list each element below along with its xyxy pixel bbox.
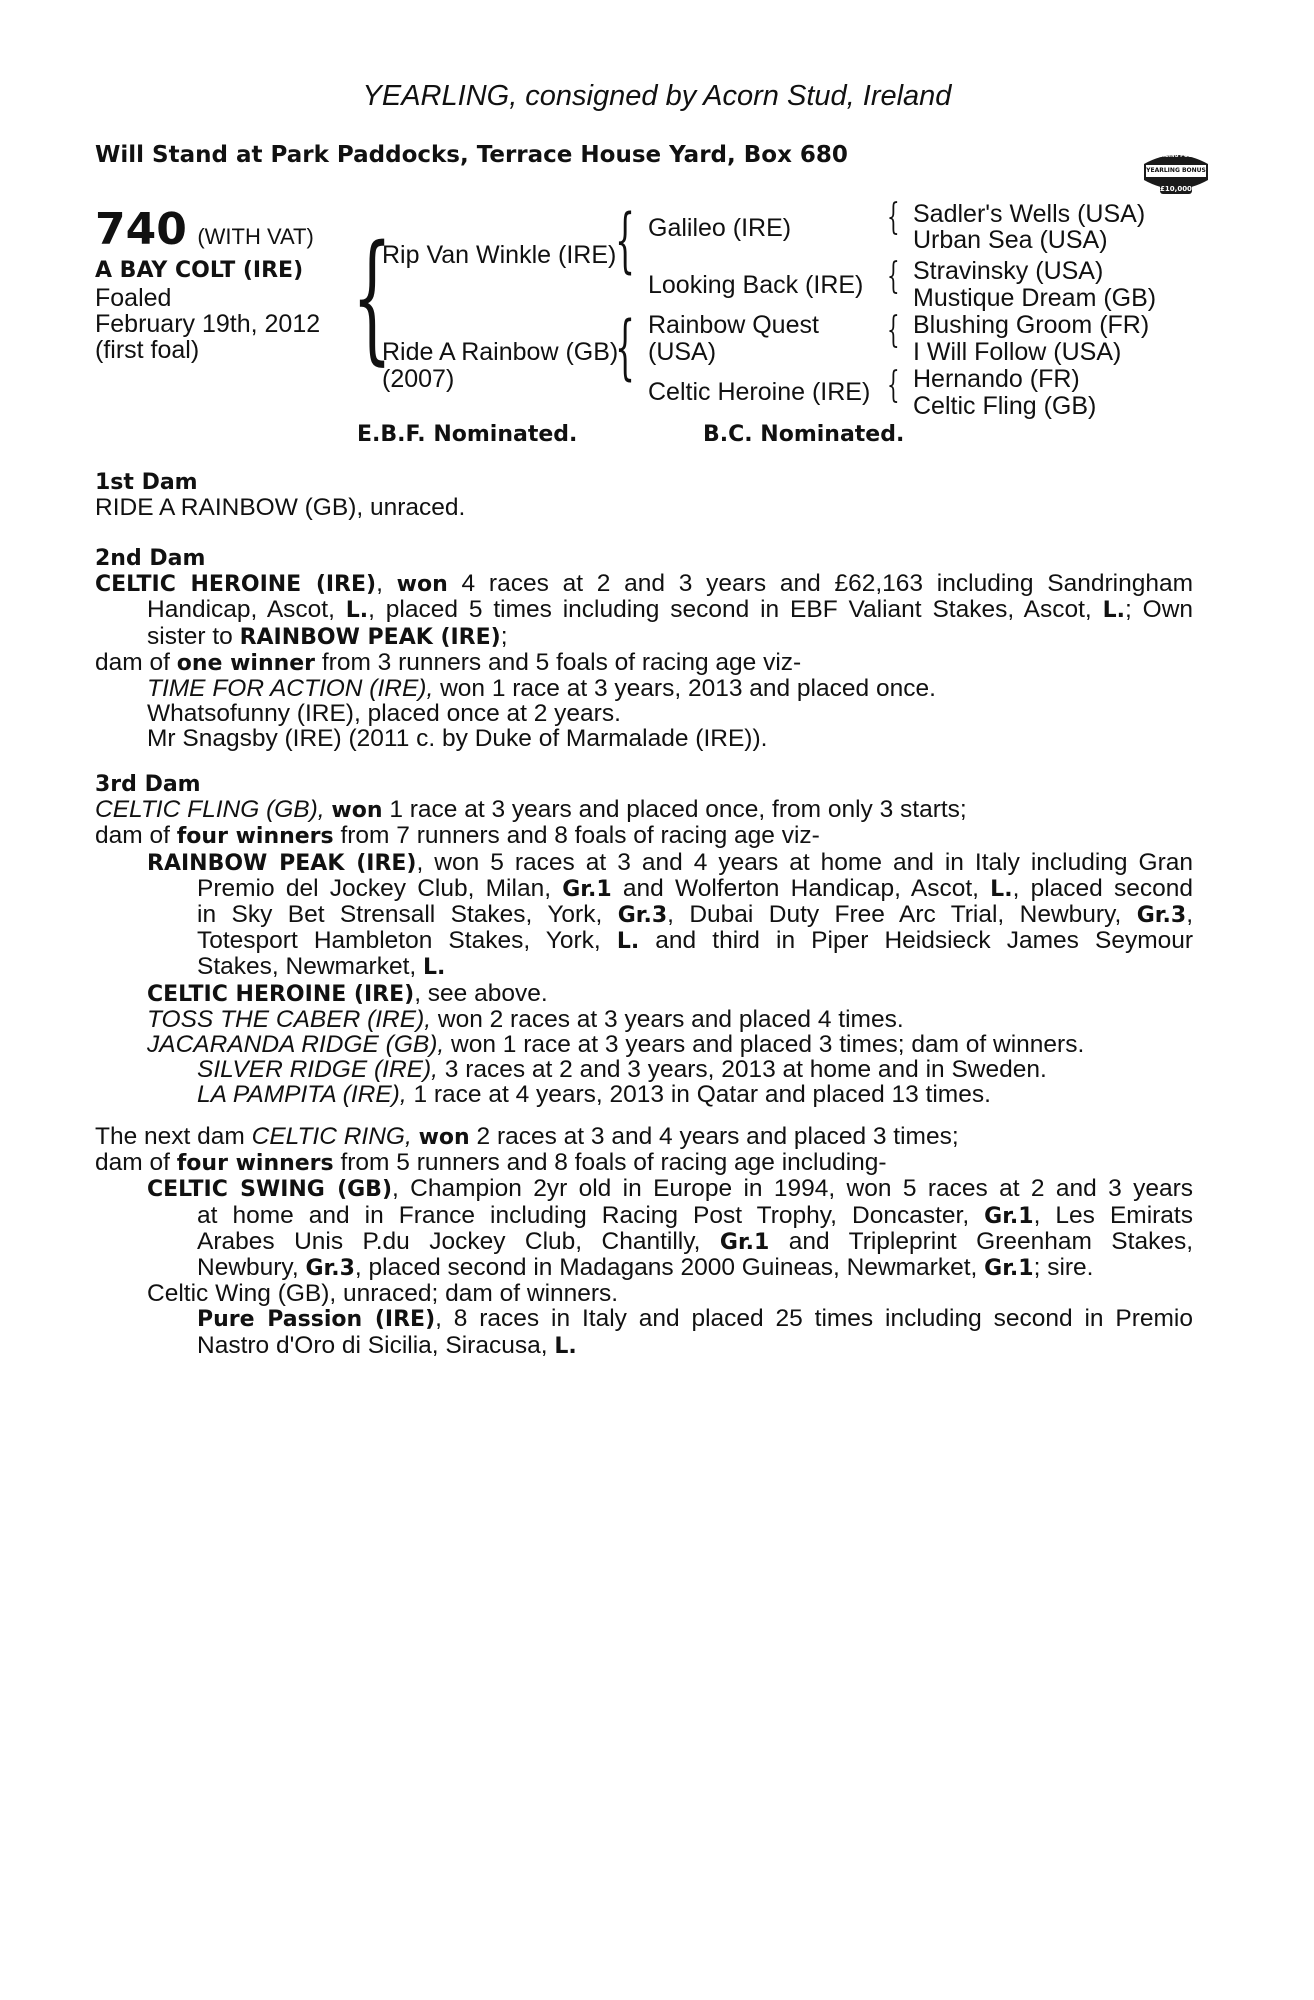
lot-number: 740 (95, 204, 187, 255)
rainbow-peak-line-1: RAINBOW PEAK (IRE), won 5 races at 3 and 4 years at home and in Italy including Gran (147, 848, 1193, 876)
pedigree-brace-main: { (352, 216, 393, 379)
celtic-heroine-line: CELTIC HEROINE (IRE), see above. (147, 979, 548, 1007)
pedigree-sire: Rip Van Winkle (IRE) (382, 241, 617, 269)
second-dam-line-3: sister to RAINBOW PEAK (IRE); (147, 622, 508, 650)
la-pampita-line: LA PAMPITA (IRE), 1 race at 4 years, 2013 in Qatar and placed 13 times. (197, 1081, 991, 1109)
jacaranda-ridge-line: JACARANDA RIDGE (GB), won 1 race at 3 years and placed 3 times; dam of winners. (147, 1031, 1085, 1059)
pedigree-brace-dam: { (615, 306, 636, 388)
pedigree-brace-g4: { (887, 365, 900, 406)
second-dam-line-4: dam of one winner from 3 runners and 5 foals of racing age viz- (95, 648, 802, 676)
pedigree-g-dds: Hernando (FR) (913, 365, 1080, 393)
pedigree-dam-line2: (2007) (382, 365, 455, 393)
third-dam-section (95, 772, 1193, 1108)
pedigree-brace-sire: { (615, 199, 636, 281)
badge-top-text: RACING POST (1156, 153, 1196, 159)
second-dam-heading: 2nd Dam (95, 546, 206, 571)
location-line: Will Stand at Park Paddocks, Terrace House Yard, Box 680 (95, 142, 848, 168)
pedigree-dam-sire-line2: (USA) (648, 338, 717, 366)
pedigree-brace-g1: { (887, 197, 900, 238)
next-dam-section (95, 1124, 1193, 1359)
rainbow-peak-line-2: Premio del Jockey Club, Milan, Gr.1 and Wolferton Handicap, Ascot, L., placed second (197, 874, 1194, 902)
pedigree-g-sss: Sadler's Wells (USA) (913, 200, 1146, 228)
pedigree-dam-line1: Ride A Rainbow (GB) (382, 338, 619, 366)
next-dam-line-2: dam of four winners from 5 runners and 8 foals of racing age including- (95, 1149, 887, 1177)
lot-name: A BAY COLT (IRE) (95, 258, 304, 283)
bc-nominated: B.C. Nominated. (703, 422, 905, 447)
second-dam-line-1: CELTIC HEROINE (IRE), won 4 races at 2 and 3 years and £62,163 including Sandringham (95, 570, 1193, 598)
celtic-wing-line: Celtic Wing (GB), unraced; dam of winners. (147, 1280, 619, 1308)
pedigree-sire-sire: Galileo (IRE) (648, 214, 792, 242)
pedigree-g-sdd: Mustique Dream (GB) (913, 284, 1157, 312)
foaled-date: February 19th, 2012 (95, 310, 321, 338)
second-dam-produce-1: TIME FOR ACTION (IRE), won 1 race at 3 years, 2013 and placed once. (147, 675, 936, 703)
vat-note: (WITH VAT) (197, 224, 314, 249)
pure-passion-line-2: Nastro d'Oro di Sicilia, Siracusa, L. (197, 1331, 577, 1359)
celtic-swing-line-2: at home and in France including Racing Post Trophy, Doncaster, Gr.1, Les Emirats (197, 1201, 1193, 1229)
pedigree-g-sds: Stravinsky (USA) (913, 257, 1104, 285)
celtic-swing-line-3: Arabes Unis P.du Jockey Club, Chantilly, Gr.1 and Tripleprint Greenham Stakes, (197, 1227, 1193, 1255)
third-dam-line-1: CELTIC FLING (GB), won 1 race at 3 years and placed once, from only 3 starts; (95, 796, 967, 824)
pedigree-dam-dam: Celtic Heroine (IRE) (648, 378, 871, 406)
second-dam-section (95, 546, 1193, 752)
first-dam-text: RIDE A RAINBOW (GB), unraced. (95, 494, 466, 522)
next-dam-line-1: The next dam CELTIC RING, won 2 races at 3 and 4 years and placed 3 times; (95, 1123, 959, 1150)
pedigree-brace-g2: { (887, 256, 900, 297)
celtic-swing-line-1: CELTIC SWING (GB), Champion 2yr old in Europe in 1994, won 5 races at 2 and 3 years (147, 1175, 1193, 1203)
first-dam-section (95, 470, 1193, 520)
pedigree-g-ssd: Urban Sea (USA) (913, 226, 1108, 254)
second-dam-line-2: Handicap, Ascot, L., placed 5 times including second in EBF Valiant Stakes, Ascot, L.; Own (147, 596, 1194, 624)
pedigree-g-ddd: Celtic Fling (GB) (913, 392, 1097, 420)
pedigree-g-dss: Blushing Groom (FR) (913, 311, 1150, 339)
rainbow-peak-line-4: Totesport Hambleton Stakes, York, L. and third in Piper Heidsieck James Seymour (197, 927, 1194, 955)
celtic-swing-line-4: Newbury, Gr.3, placed second in Madagans 2000 Guineas, Newmarket, Gr.1; sire. (197, 1254, 1094, 1282)
lot-number-row (95, 204, 314, 255)
rainbow-peak-line-5: Stakes, Newmarket, L. (197, 953, 446, 981)
first-dam-heading: 1st Dam (95, 470, 198, 495)
third-dam-line-2: dam of four winners from 7 runners and 8 foals of racing age viz- (95, 822, 820, 850)
ebf-nominated: E.B.F. Nominated. (357, 422, 578, 447)
second-dam-produce-3: Mr Snagsby (IRE) (2011 c. by Duke of Marmalade (IRE)). (147, 725, 768, 753)
page-title: YEARLING, consigned by Acorn Stud, Ireland (362, 80, 952, 112)
pedigree-sire-dam: Looking Back (IRE) (648, 271, 864, 299)
pedigree-g-dsd: I Will Follow (USA) (913, 338, 1122, 366)
silver-ridge-line: SILVER RIDGE (IRE), 3 races at 2 and 3 years, 2013 at home and in Sweden. (197, 1056, 1047, 1084)
badge-mid-text: YEARLING BONUS (1146, 167, 1206, 174)
yearling-bonus-badge (1138, 144, 1214, 200)
pedigree-dam-sire-line1: Rainbow Quest (648, 311, 819, 339)
badge-amount-text: £10,000 (1160, 185, 1192, 193)
pure-passion-line-1: Pure Passion (IRE), 8 races in Italy and placed 25 times including second in Premio (197, 1305, 1193, 1333)
third-dam-heading: 3rd Dam (95, 772, 201, 797)
second-dam-produce-2: Whatsofunny (IRE), placed once at 2 years. (147, 700, 621, 728)
toss-the-caber-line: TOSS THE CABER (IRE), won 2 races at 3 years and placed 4 times. (147, 1005, 904, 1033)
rainbow-peak-line-3: in Sky Bet Strensall Stakes, York, Gr.3, Dubai Duty Free Arc Trial, Newbury, Gr.3, (197, 901, 1193, 929)
first-foal-note: (first foal) (95, 336, 200, 364)
foaled-label: Foaled (95, 284, 172, 312)
pedigree-brace-g3: { (887, 310, 900, 351)
